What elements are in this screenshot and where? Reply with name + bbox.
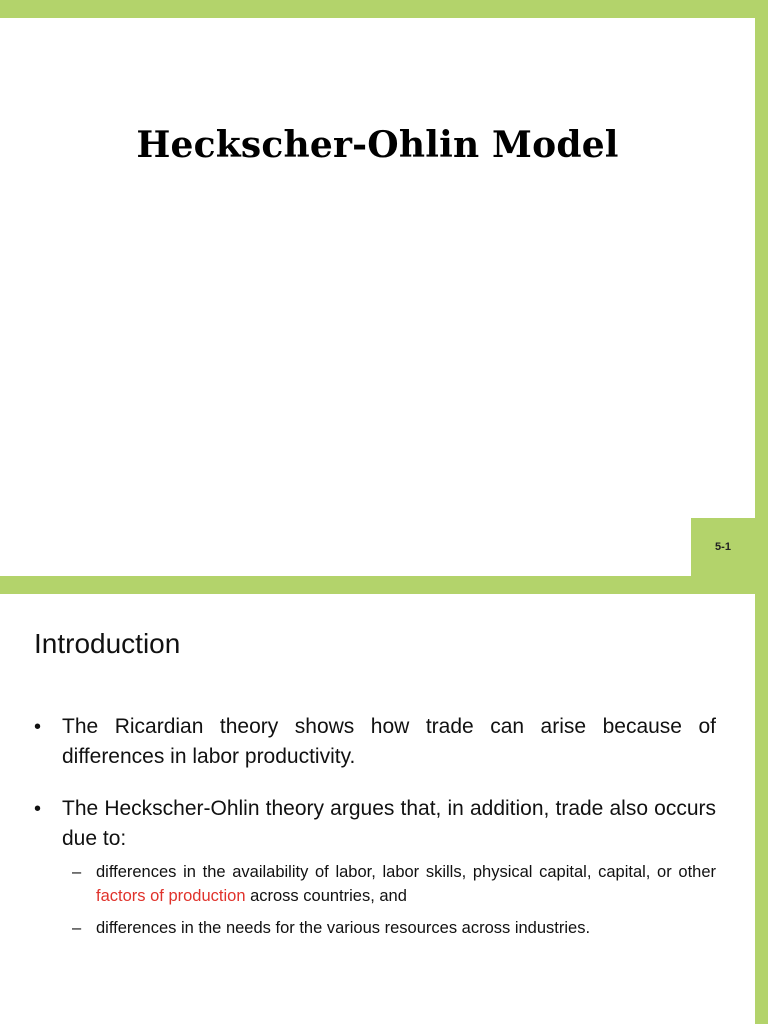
bullet-text: The Heckscher-Ohlin theory argues that, in addition, trade also occurs due to: xyxy=(62,797,716,850)
sub-bullet-marker: – xyxy=(72,863,82,881)
sub-bullet-text: differences in the needs for the various resources across industries. xyxy=(96,919,591,937)
bullet-marker: • xyxy=(34,798,42,820)
page-number-tab xyxy=(691,518,755,576)
sub-bullet-text: differences in the availability of labor, labor skills, physical capital, capital, or other xyxy=(96,863,716,881)
sub-bullet-item xyxy=(34,916,716,940)
sub-bullet-item xyxy=(34,860,716,908)
bullet-item xyxy=(34,712,716,772)
bullet-item xyxy=(34,794,716,854)
page-number: 5-1 xyxy=(715,541,731,553)
sub-bullet-marker: – xyxy=(72,919,82,937)
bullet-marker: • xyxy=(34,716,42,738)
slide-title: Heckscher-Ohlin Model xyxy=(136,124,619,166)
highlighted-term: factors of production xyxy=(96,887,246,905)
slide-1 xyxy=(0,18,755,576)
slide-body xyxy=(34,712,716,948)
slide-2 xyxy=(0,594,755,1024)
slide-heading: Introduction xyxy=(34,628,181,659)
sub-bullet-text-end: across countries, and xyxy=(245,887,407,905)
bullet-text: The Ricardian theory shows how trade can arise because of differences in labor productivity. xyxy=(62,715,716,768)
